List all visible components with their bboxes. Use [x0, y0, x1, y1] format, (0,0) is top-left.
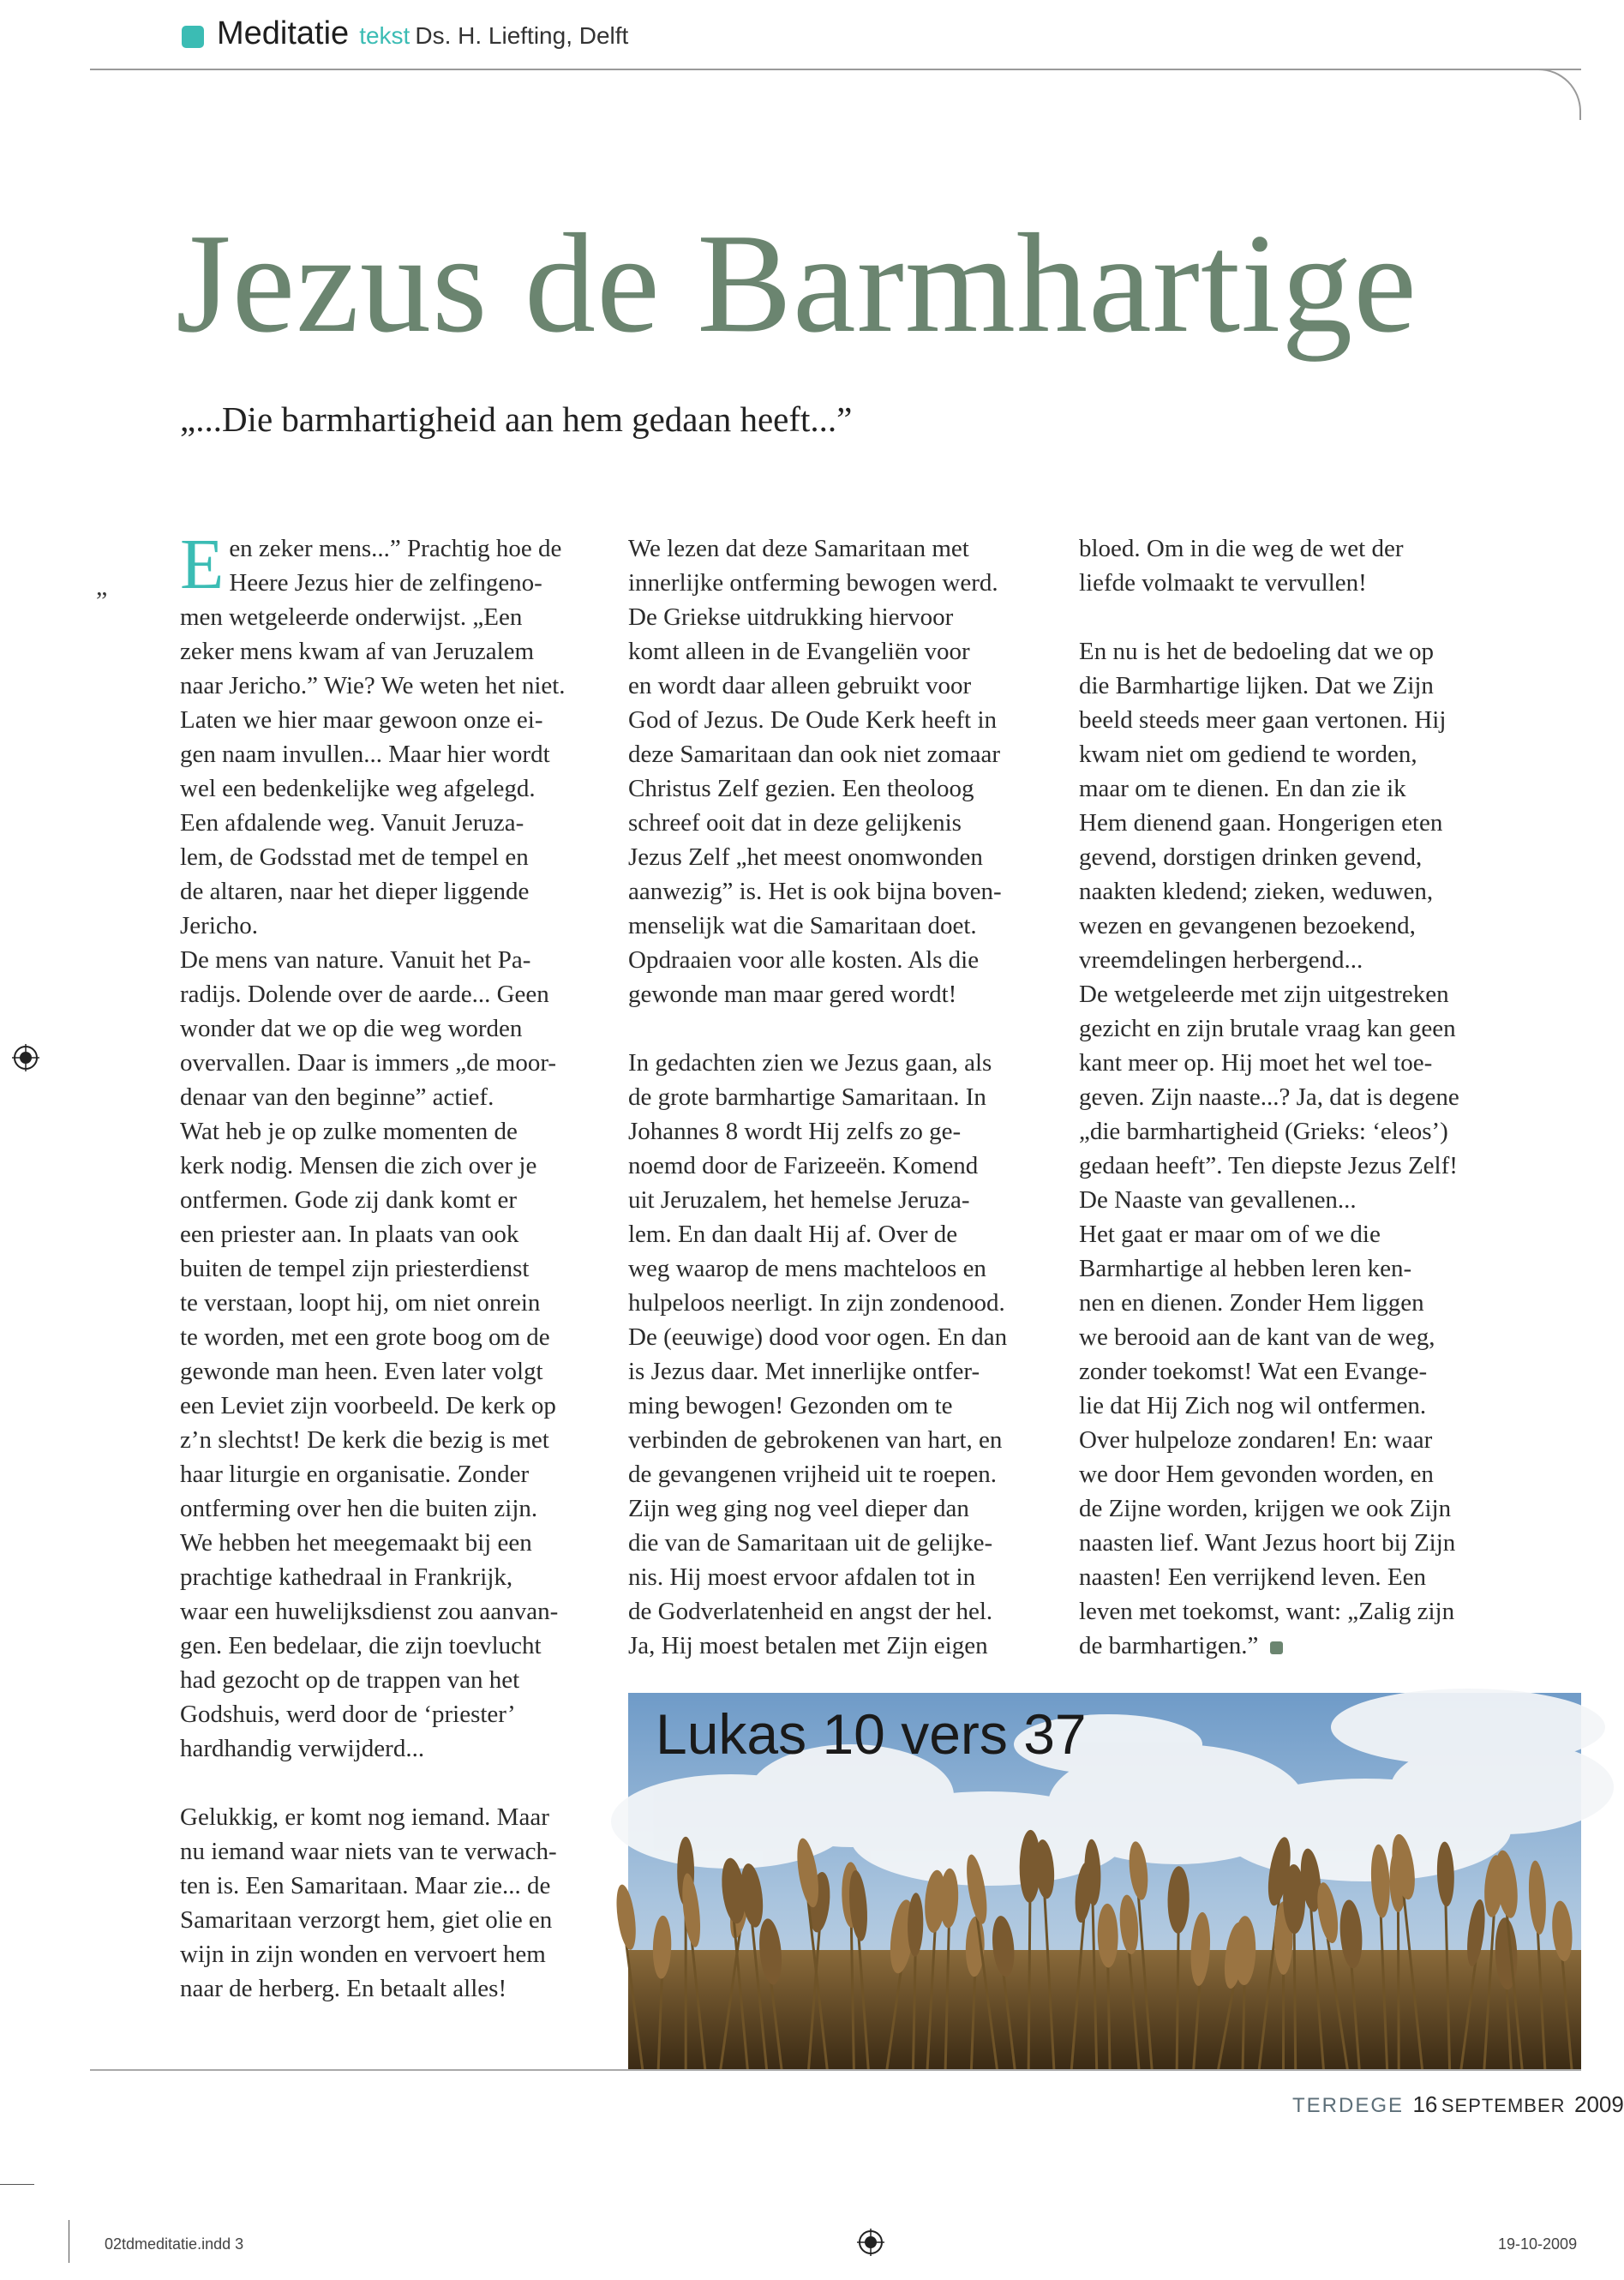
article-line: lie dat Hij Zich nog wil ontfermen.: [1079, 1392, 1427, 1419]
article-line: innerlijke ontferming bewogen werd.: [628, 569, 998, 597]
header-corner-curve: [1538, 69, 1581, 120]
article-line: liefde volmaakt te vervullen!: [1079, 569, 1367, 597]
article-line: De Griekse uitdrukking hiervoor: [628, 603, 954, 631]
footer-rule: [90, 2069, 1581, 2071]
article-line: de gevangenen vrijheid uit te roepen.: [628, 1461, 998, 1488]
article-line: Jezus Zelf „het meest onomwonden: [628, 843, 983, 871]
text-label: tekst: [359, 22, 410, 49]
article-line: waar een huwelijksdienst zou aanvan-: [180, 1598, 559, 1625]
article-line: gewonde man maar gered wordt!: [628, 981, 957, 1008]
article-line: ontfermen. Gode zij dank komt er: [180, 1186, 517, 1214]
article-line: naasten! Een verrijkend leven. Een: [1079, 1563, 1427, 1591]
article-column-3: [1079, 531, 1507, 1663]
article-line: Barmhartige al hebben leren ken-: [1079, 1255, 1412, 1282]
article-line: kwam niet om gediend te worden,: [1079, 741, 1417, 768]
article-line: De wetgeleerde met zijn uitgestreken: [1079, 981, 1449, 1008]
article-line: bloed. Om in die weg de wet der: [1079, 535, 1404, 562]
article-line: Over hulpeloze zondaren! En: waar: [1079, 1426, 1433, 1454]
issue-day: 16: [1412, 2091, 1438, 2117]
article-line: een priester aan. In plaats van ook: [180, 1221, 519, 1248]
article-line: Laten we hier maar gewoon onze ei-: [180, 706, 543, 734]
article-line: gedaan heeft”. Ten diepste Jezus Zelf!: [1079, 1152, 1458, 1179]
wheat-stem: [1294, 1925, 1296, 2070]
wheat-stem: [1398, 1905, 1399, 2070]
article-line: We hebben het meegemaakt bij een: [180, 1529, 532, 1557]
article-line: aanwezig” is. Het is ook bijna boven-: [628, 878, 1002, 905]
footer-magazine-line: [1292, 2091, 1624, 2118]
article-line: weg waarop de mens machteloos en: [628, 1255, 986, 1282]
article-line: hulpeloos neerligt. In zijn zondenood.: [628, 1289, 1005, 1317]
crop-mark: [0, 2184, 34, 2185]
article-line: Samaritaan verzorgt hem, giet olie en: [180, 1906, 553, 1934]
article-line: De mens van nature. Vanuit het Pa-: [180, 946, 531, 974]
article-line: denaar van den beginne” actief.: [180, 1083, 494, 1111]
article-line: de Zijne worden, krijgen we ook Zijn: [1079, 1495, 1452, 1522]
article-line: zonder toekomst! Wat een Evange-: [1079, 1358, 1428, 1385]
article-line: naar Jericho.” Wie? We weten het niet.: [180, 672, 566, 699]
article-line: gewonde man heen. Even later volgt: [180, 1358, 543, 1385]
registration-mark-icon: [857, 2229, 884, 2256]
article-column-1: [180, 525, 608, 2006]
article-line: gen. Een bedelaar, die zijn toevlucht: [180, 1632, 542, 1659]
article-line: we door Hem gevonden worden, en: [1079, 1461, 1434, 1488]
article-line: ontferming over hen die buiten zijn.: [180, 1495, 538, 1522]
article-line: Christus Zelf gezien. Een theoloog: [628, 775, 974, 802]
article-line: kant meer op. Hij moet het wel toe-: [1079, 1049, 1433, 1077]
article-line: nis. Hij moest ervoor afdalen tot in: [628, 1563, 976, 1591]
article-line: overvallen. Daar is immers „de moor-: [180, 1049, 557, 1077]
article-line: en wordt daar alleen gebruikt voor: [628, 672, 972, 699]
article-end-marker: [1270, 1641, 1283, 1654]
article-line: vreemdelingen herbergend...: [1079, 946, 1363, 974]
subtitle-quote: „...Die barmhartigheid aan hem gedaan heeft...”: [180, 399, 853, 439]
article-line: Heere Jezus hier de zelfingeno-: [229, 569, 542, 597]
article-line: wonder dat we op die weg worden: [180, 1015, 523, 1042]
section-header: [217, 15, 628, 52]
article-line: menselijk wat die Samaritaan doet.: [628, 912, 977, 939]
article-line: „die barmhartigheid (Grieks: ‘eleos’): [1079, 1118, 1448, 1145]
article-line: De Naaste van gevallenen...: [1079, 1186, 1357, 1214]
article-line: gevend, dorstigen drinken gevend,: [1079, 843, 1423, 871]
article-line: men wetgeleerde onderwijst. „Een: [180, 603, 523, 631]
article-line: een Leviet zijn voorbeeld. De kerk op: [180, 1392, 556, 1419]
article-line: de Godverlatenheid en angst der hel.: [628, 1598, 993, 1625]
header-rule: [90, 69, 1581, 70]
article-line: Opdraaien voor alle kosten. Als die: [628, 946, 980, 974]
wheat-stem: [1177, 1925, 1178, 2070]
article-line: de altaren, naar het dieper liggende: [180, 878, 530, 905]
article-line: beeld steeds meer gaan vertonen. Hij: [1079, 706, 1447, 734]
article-line: naakten kledend; zieken, weduwen,: [1079, 878, 1434, 905]
magazine-name: TERDEGE: [1292, 2094, 1405, 2117]
article-line: geven. Zijn naaste...? Ja, dat is degene: [1079, 1083, 1459, 1111]
article-line: ten is. Een Samaritaan. Maar zie... de: [180, 1872, 551, 1899]
article-line: verbinden de gebrokenen van hart, en: [628, 1426, 1003, 1454]
article-line: Ja, Hij moest betalen met Zijn eigen: [628, 1632, 988, 1659]
article-line: haar liturgie en organisatie. Zonder: [180, 1461, 530, 1488]
article-line: Een afdalende weg. Vanuit Jeruza-: [180, 809, 524, 837]
article-line: gen naam invullen... Maar hier wordt: [180, 741, 550, 768]
article-line: is Jezus daar. Met innerlijke ontfer-: [628, 1358, 980, 1385]
article-line: z’n slechtst! De kerk die bezig is met: [180, 1426, 549, 1454]
article-line: de grote barmhartige Samaritaan. In: [628, 1083, 986, 1111]
wheat-stem: [1028, 1892, 1030, 2070]
article-line: maar om te dienen. En dan zie ik: [1079, 775, 1406, 802]
article-line: naar de herberg. En betaalt alles!: [180, 1975, 507, 2002]
article-line: Wat heb je op zulke momenten de: [180, 1118, 518, 1145]
issue-month: SEPTEMBER: [1441, 2095, 1566, 2116]
article-line: kerk nodig. Mensen die zich over je: [180, 1152, 537, 1179]
article-line: uit Jeruzalem, het hemelse Jeruza-: [628, 1186, 970, 1214]
margin-quote-mark: „: [96, 573, 108, 601]
article-line: En nu is het de bedoeling dat we op: [1079, 638, 1434, 665]
article-line: prachtige kathedraal in Frankrijk,: [180, 1563, 513, 1591]
article-line: die van de Samaritaan uit de gelijke-: [628, 1529, 993, 1557]
article-line: komt alleen in de Evangeliën voor: [628, 638, 970, 665]
section-marker-square: [182, 26, 204, 48]
section-name: Meditatie: [217, 15, 350, 51]
article-line: Johannes 8 wordt Hij zelfs zo ge-: [628, 1118, 962, 1145]
article-line: schreef ooit dat in deze gelijkenis: [628, 809, 962, 837]
article-line: Het gaat er maar om of we die: [1079, 1221, 1381, 1248]
article-line: nu iemand waar niets van te verwach-: [180, 1838, 557, 1865]
issue-year: 2009: [1574, 2091, 1624, 2117]
article-line: te worden, met een grote boog om de: [180, 1323, 550, 1351]
article-line: naasten lief. Want Jezus hoort bij Zijn: [1079, 1529, 1456, 1557]
article-line: hardhandig verwijderd...: [180, 1735, 425, 1762]
article-column-2: [628, 531, 1057, 1663]
article-line: en zeker mens...” Prachtig hoe de: [229, 535, 562, 562]
article-line: Jericho.: [180, 912, 258, 939]
article-line: die Barmhartige lijken. Dat we Zijn: [1079, 672, 1434, 699]
article-line: te verstaan, loopt hij, om niet onrein: [180, 1289, 541, 1317]
photo-caption: Lukas 10 vers 37: [656, 1702, 1087, 1766]
article-line: had gezocht op de trappen van het: [180, 1666, 520, 1694]
page-title: Jezus de Barmhartige: [176, 204, 1417, 362]
article-line: nen en dienen. Zonder Hem liggen: [1079, 1289, 1424, 1317]
article-line: radijs. Dolende over de aarde... Geen: [180, 981, 549, 1008]
author-name: Ds. H. Liefting, Delft: [415, 22, 629, 49]
article-line: Hem dienend gaan. Hongerigen eten: [1079, 809, 1443, 837]
article-line: deze Samaritaan dan ook niet zomaar: [628, 741, 1000, 768]
article-line: We lezen dat deze Samaritaan met: [628, 535, 969, 562]
article-line: gezicht en zijn brutale vraag kan geen: [1079, 1015, 1456, 1042]
article-line: zeker mens kwam af van Jeruzalem: [180, 638, 535, 665]
article-line: de barmhartigen.”: [1079, 1629, 1507, 1663]
print-slug-date: 19-10-2009: [1498, 2235, 1578, 2253]
article-line: Zijn weg ging nog veel dieper dan: [628, 1495, 969, 1522]
article-line: lem, de Godsstad met de tempel en: [180, 843, 529, 871]
drop-cap: E: [180, 525, 225, 604]
print-slug-file: 02tdmeditatie.indd 3: [105, 2235, 244, 2253]
article-line: Godshuis, werd door de ‘priester’: [180, 1701, 516, 1728]
article-line: In gedachten zien we Jezus gaan, als: [628, 1049, 992, 1077]
article-line: De (eeuwige) dood voor ogen. En dan: [628, 1323, 1008, 1351]
article-line: we berooid aan de kant van de weg,: [1079, 1323, 1435, 1351]
article-line: lem. En dan daalt Hij af. Over de: [628, 1221, 958, 1248]
article-line: Gelukkig, er komt nog iemand. Maar: [180, 1803, 549, 1831]
article-line: noemd door de Farizeeën. Komend: [628, 1152, 979, 1179]
article-line: wijn in zijn wonden en vervoert hem: [180, 1941, 546, 1968]
article-line: buiten de tempel zijn priesterdienst: [180, 1255, 530, 1282]
article-line: leven met toekomst, want: „Zalig zijn: [1079, 1598, 1455, 1625]
article-line: wel een bedenkelijke weg afgelegd.: [180, 775, 536, 802]
registration-mark-icon: [12, 1044, 39, 1071]
article-line: ming bewogen! Gezonden om te: [628, 1392, 953, 1419]
article-line: wezen en gevangenen bezoekend,: [1079, 912, 1416, 939]
article-line: God of Jezus. De Oude Kerk heeft in: [628, 706, 998, 734]
